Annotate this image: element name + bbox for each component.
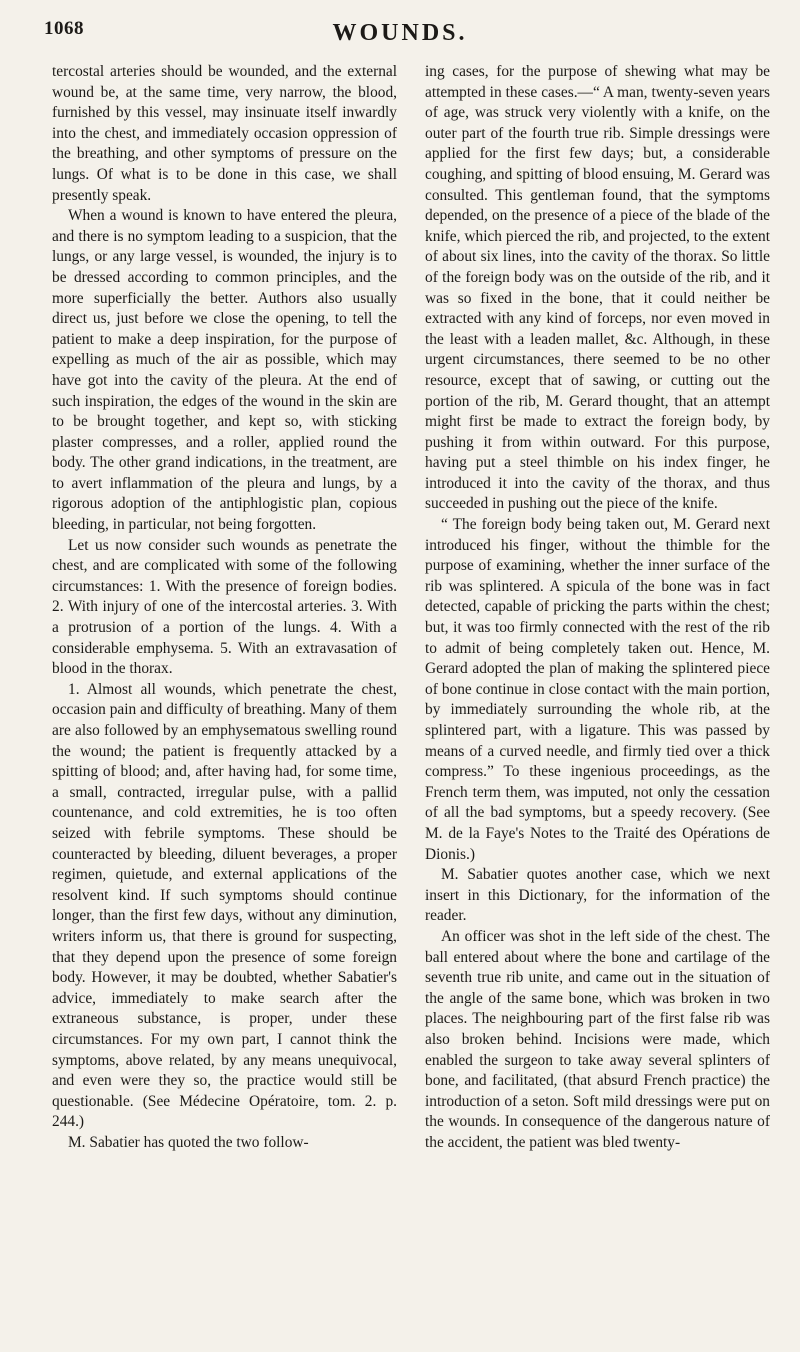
- paragraph: M. Sabatier has quoted the two follow-: [68, 1133, 309, 1151]
- paragraph: When a wound is known to have entered the pleura, and there is no symptom leading to a suspicion, that the lungs, or any large vessel, is wounded, the injury is to be dressed according to common principles, and the more superficially the better. Authors also usually direct us, just before we close the opening, to tell the patient to make a deep inspiration, for the purpose of expelling as much of the air as possible, which may have got into the cavity of the pleura. At the end of such inspiration, the edges of the wound in the skin are to be brought together, and kept so, with sticking plaster compresses, and a roller, applied round the body. The other grand indications, in the treatment, are to avert inflammation of the pleura and lungs, by a rigorous adoption of the antiphlogistic plan, copious bleeding, in particular, not being forgotten.: [52, 207, 397, 534]
- right-column: [425, 62, 770, 1153]
- left-column: [52, 62, 397, 1153]
- paragraph: tercostal arteries should be wounded, and the external wound be, at the same time, very narrow, the blood, furnished by this vessel, may insinuate itself inwardly into the chest, and immediately occasion oppression of the breathing, and other symptoms of pressure on the lungs. Of what is to be done in this case, we shall presently speak.: [52, 63, 397, 204]
- paragraph: ing cases, for the purpose of shewing what may be attempted in these cases.—“ A man, twenty-seven years of age, was struck very violently with a knife, on the outer part of the fourth true rib. Simple dressings were applied for the first few days; but, a considerable coughing, and spitting of blood ensuing, M. Gerard was consulted. This gentleman found, that the symptoms depended, on the presence of a piece of the blade of the knife, which pierced the rib, and projected, to the extent of about six lines, into the cavity of the thorax. So little of the foreign body was on the outside of the rib, and it was so fixed in the bone, that it could neither be extracted with any kind of forceps, nor even moved in the least with a leaden mallet, &c. Although, in these urgent circumstances, there seemed to be no other resource, except that of sawing, or cutting out the portion of the rib, M. Gerard thought, that an attempt might first be made to extract the foreign body, by pushing it from within outward. For this purpose, having put a steel thimble on his index finger, he introduced it into the cavity of the thorax, and thus succeeded in pushing out the piece of the knife.: [425, 63, 770, 513]
- paragraph: Let us now consider such wounds as penetrate the chest, and are complicated with some of the following circumstances: 1. With the presence of foreign bodies. 2. With injury of one of the intercostal arteries. 3. With a protrusion of a portion of the lungs. 4. With a considerable emphysema. 5. With an extravasation of blood in the thorax.: [52, 536, 397, 678]
- paragraph: An officer was shot in the left side of the chest. The ball entered about where the bone and cartilage of the seventh true rib unite, and came out in the situation of the angle of the same bone, which was broken in two places. The neighbouring part of the first false rib was also broken behind. Incisions were made, which enabled the surgeon to take away several splinters of bone, and facilitated, (that absurd French practice) the introduction of a seton. Soft mild dressings were put on the wounds. In consequence of the dangerous nature of the accident, the patient was bled twenty-: [425, 927, 770, 1151]
- paragraph: M. Sabatier quotes another case, which we next insert in this Dictionary, for the information of the reader.: [425, 866, 770, 925]
- running-title: WOUNDS.: [332, 20, 468, 46]
- paragraph: 1. Almost all wounds, which penetrate the chest, occasion pain and difficulty of breathing. Many of them are also followed by an emphysematous swelling round the wound; the patient is frequently attacked by a spitting of blood; and, after having had, for some time, a small, contracted, irregular pulse, with a pallid countenance, and cold extremities, he is too often seized with febrile symptoms. These should be counteracted by bleeding, diluent beverages, a proper regimen, quietude, and external applications of the resolvent kind. If such symptoms should continue longer, than the first few days, without any diminution, writers inform us, that there is ground for suspecting, that they depend upon the presence of some foreign body. However, it may be doubted, whether Sabatier's advice, immediately to make search after the extraneous substance, is proper, under these circumstances. For my own part, I cannot think the symptoms, above related, by any means unequivocal, and even were they so, the practice would still be questionable. (See Médecine Opératoire, tom. 2. p. 244.): [52, 680, 397, 1131]
- page-number: 1068: [44, 18, 84, 39]
- paragraph: “ The foreign body being taken out, M. Gerard next introduced his finger, without the thimble for the purpose of examining, whether the inner surface of the rib was splintered. A spicula of the bone was in fact detected, capable of pricking the parts within the chest; but, it was too firmly connected with the rest of the rib to admit of being completely taken out. Hence, M. Gerard adopted the plan of making the splintered piece of bone continue in close contact with the main portion, by immediately surrounding the whole rib, at the splintered part, with a ligature. This was passed by means of a curved needle, and firmly tied over a thick compress.” To these ingenious proceedings, as the French term them, was imputed, not only the cessation of all the bad symptoms, but a speedy recovery. (See M. de la Faye's Notes to the Traité des Opérations de Dionis.): [425, 516, 770, 863]
